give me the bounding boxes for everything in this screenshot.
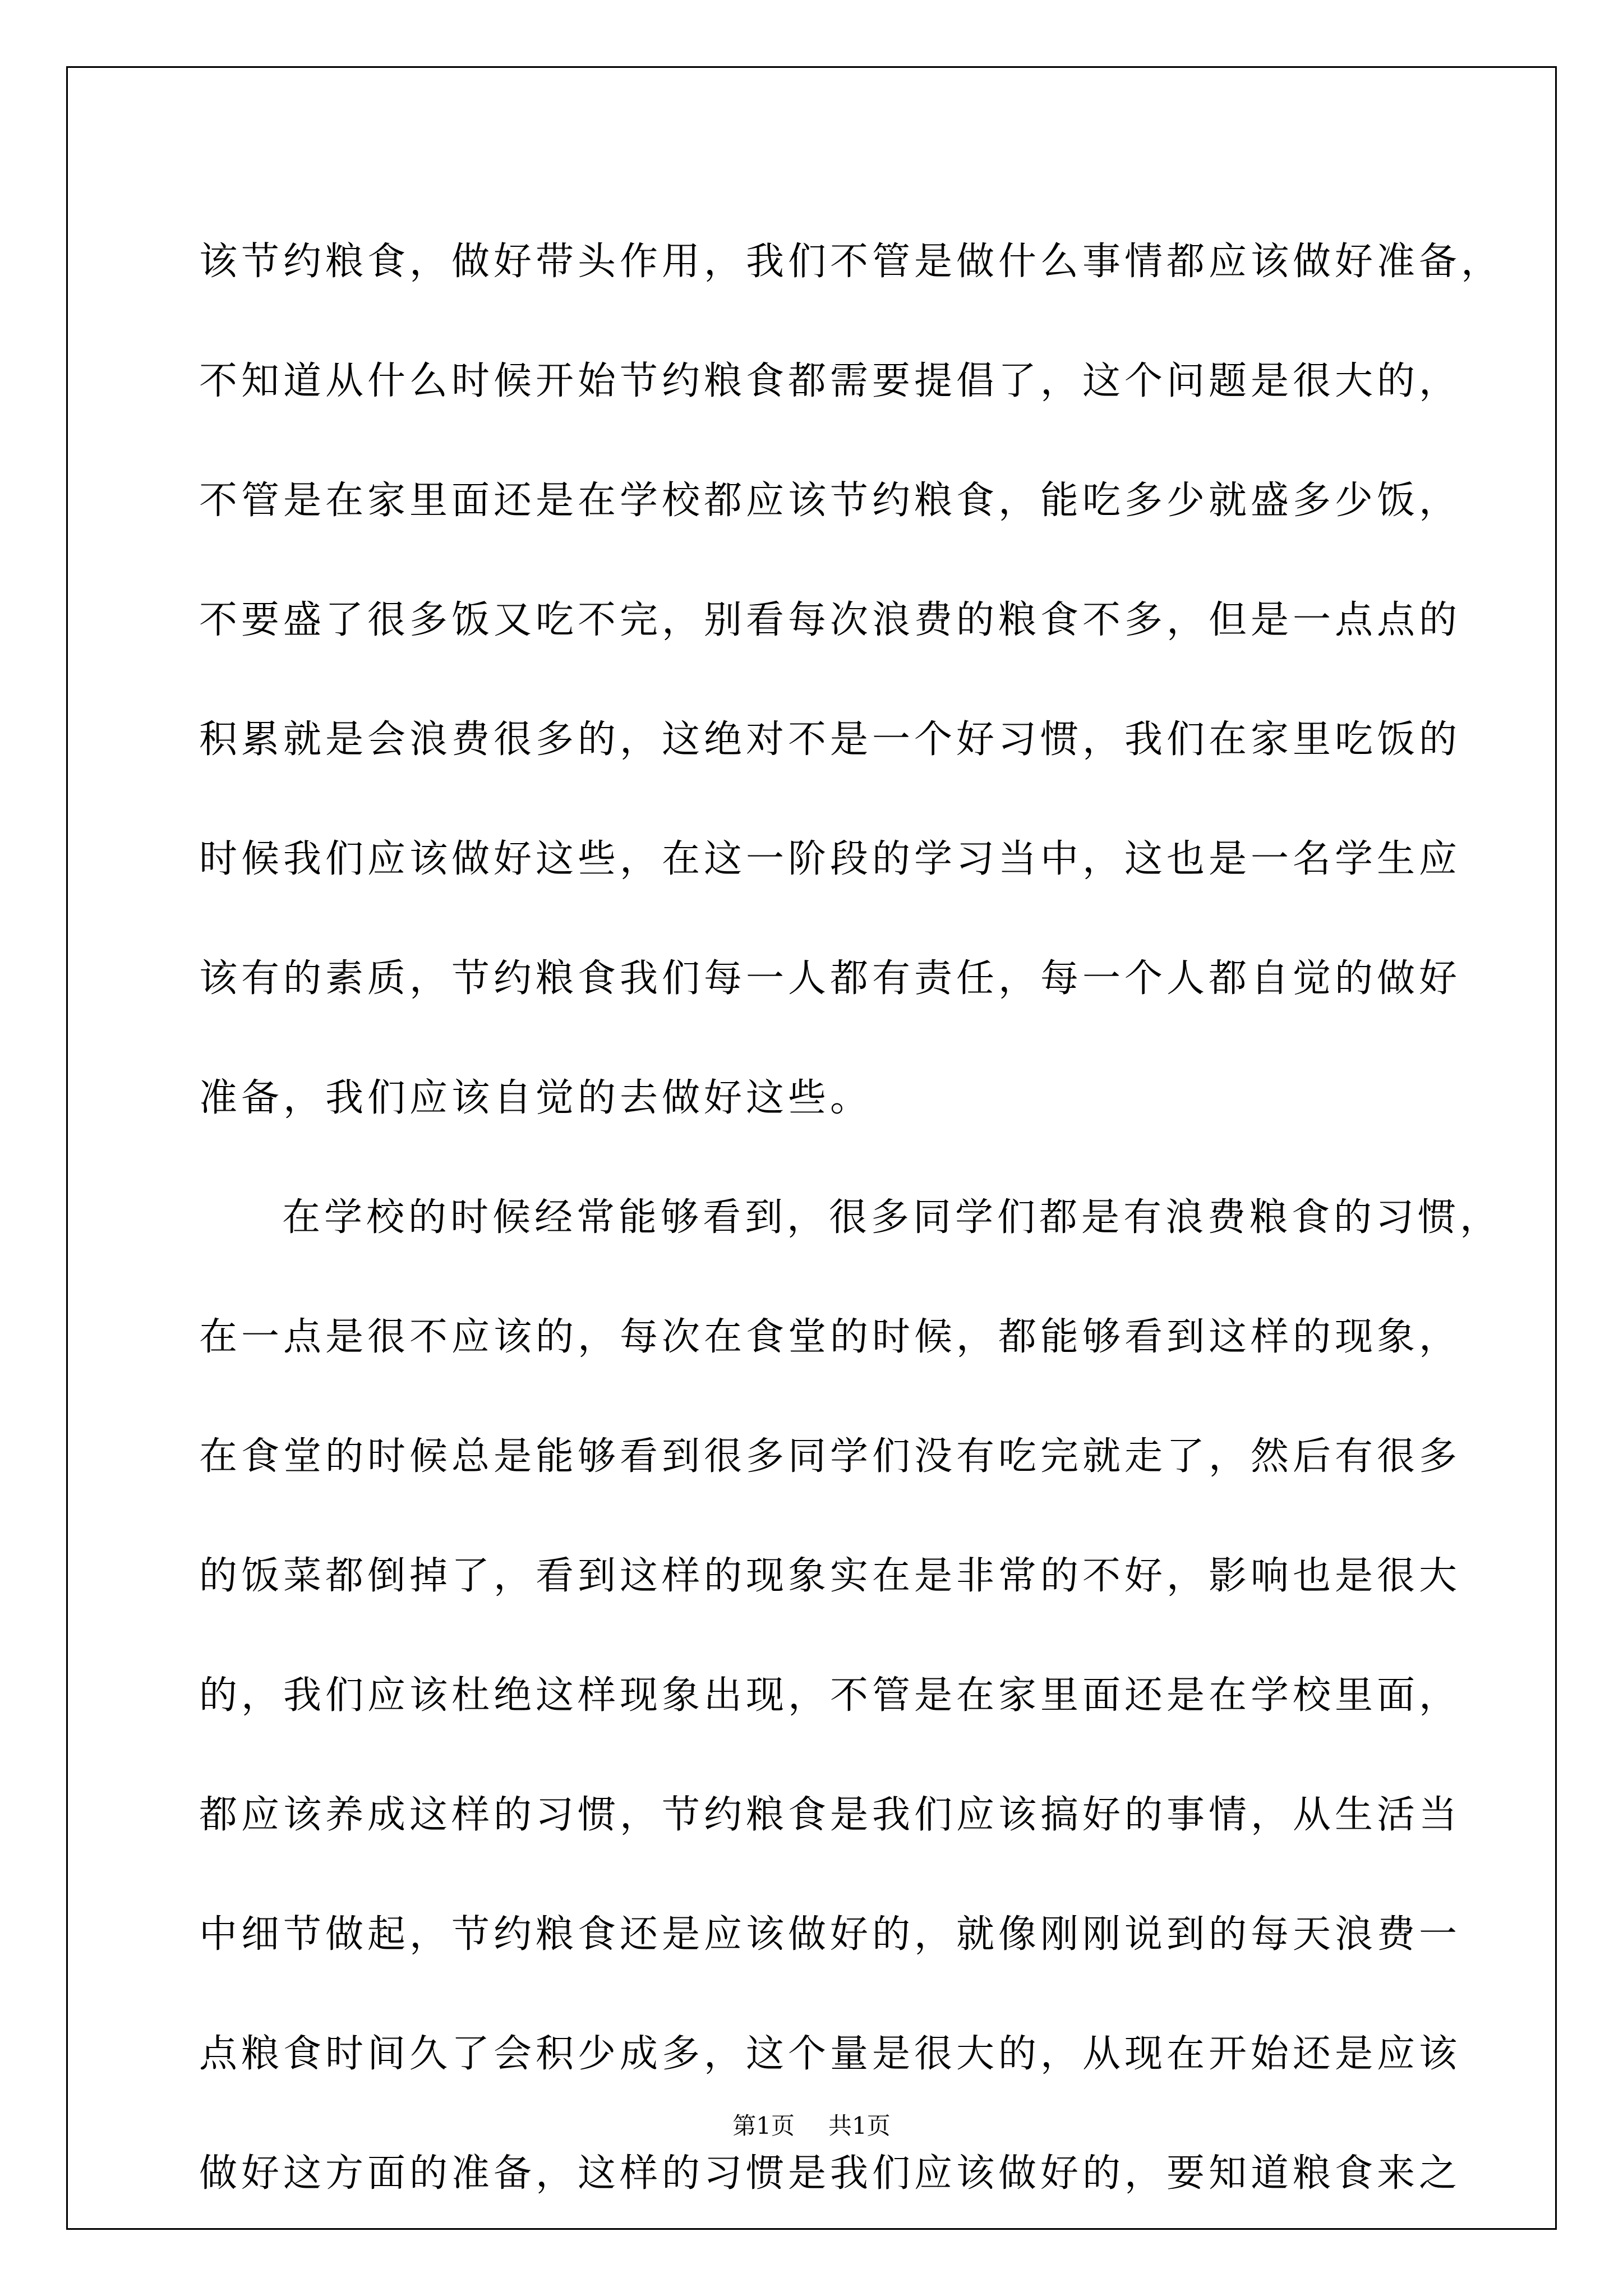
page-number: 第1页 [732,2112,795,2139]
page-total: 共1页 [828,2112,891,2139]
text-line: 在食堂的时候总是能够看到很多同学们没有吃完就走了，然后有很多 [199,1434,1461,1479]
text-line: 在学校的时候经常能够看到，很多同学们都是有浪费粮食的习惯， [282,1195,1502,1240]
document-body [199,202,1504,2233]
text-line: 的，我们应该杜绝这样现象出现，不管是在家里面还是在学校里面， [199,1673,1461,1718]
text-line: 都应该养成这样的习惯，节约粮食是我们应该搞好的事情，从生活当 [199,1793,1461,1837]
text-line: 点粮食时间久了会积少成多，这个量是很大的，从现在开始还是应该 [199,2032,1461,2076]
text-line: 在一点是很不应该的，每次在食堂的时候，都能够看到这样的现象， [199,1315,1461,1359]
text-line: 准备，我们应该自觉的去做好这些。 [199,1076,873,1120]
text-line: 时候我们应该做好这些，在这一阶段的学习当中，这也是一名学生应 [199,837,1461,881]
text-line: 该有的素质，节约粮食我们每一人都有责任，每一个人都自觉的做好 [199,956,1461,1001]
text-line: 不要盛了很多饭又吃不完，别看每次浪费的粮食不多，但是一点点的 [199,598,1461,642]
text-line: 不管是在家里面还是在学校都应该节约粮食，能吃多少就盛多少饭， [199,478,1461,523]
text-line: 不知道从什么时候开始节约粮食都需要提倡了，这个问题是很大的， [199,359,1461,403]
page-footer [0,2109,1623,2143]
text-line: 积累就是会浪费很多的，这绝对不是一个好习惯，我们在家里吃饭的 [199,717,1461,762]
text-line: 中细节做起，节约粮食还是应该做好的，就像刚刚说到的每天浪费一 [199,1912,1461,1957]
text-line: 该节约粮食，做好带头作用，我们不管是做什么事情都应该做好准备， [199,240,1504,284]
text-line: 的饭菜都倒掉了，看到这样的现象实在是非常的不好，影响也是很大 [199,1554,1461,1598]
text-line: 做好这方面的准备，这样的习惯是我们应该做好的，要知道粮食来之 [199,2151,1461,2196]
